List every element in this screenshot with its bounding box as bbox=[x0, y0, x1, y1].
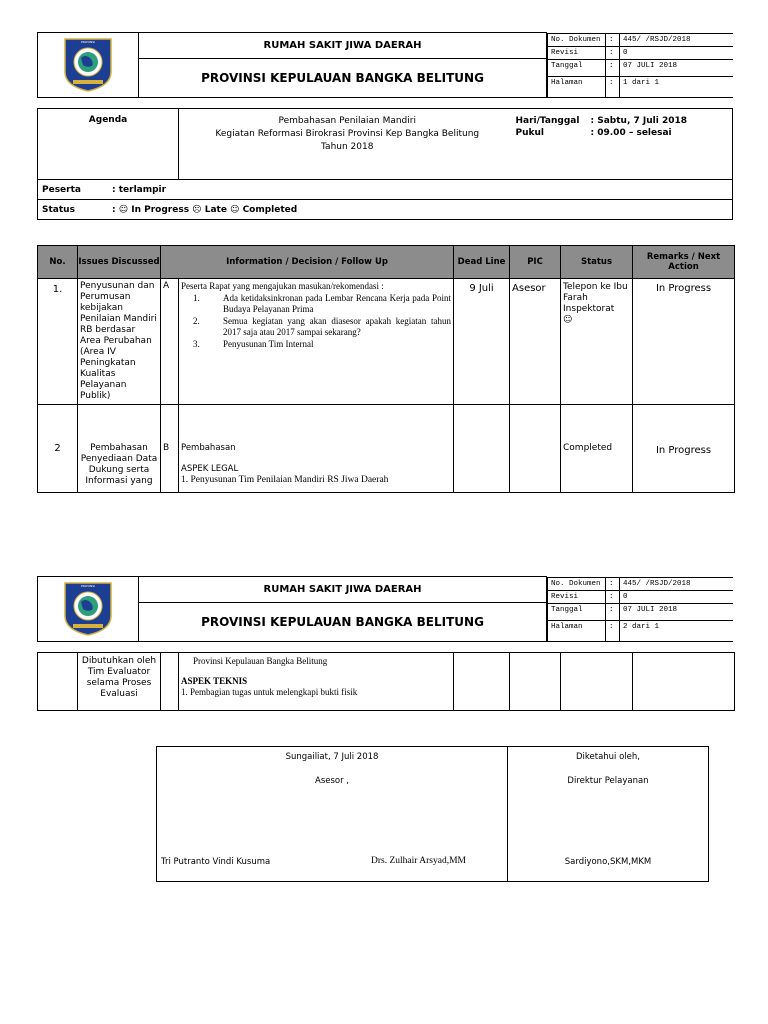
agenda-line-1: Pembahasan Penilaian Mandiri bbox=[278, 116, 416, 126]
date-label: Hari/Tanggal bbox=[515, 116, 580, 126]
logo-cell bbox=[38, 33, 139, 98]
province-name: PROVINSI KEPULAUAN BANGKA BELITUNG bbox=[139, 58, 547, 97]
table-row bbox=[38, 279, 735, 405]
time-label: Pukul bbox=[515, 128, 544, 138]
header-no: No. bbox=[38, 246, 78, 279]
info-item-3: 3. Penyusunan Tim Internal bbox=[193, 338, 314, 349]
row-letter: B bbox=[161, 405, 179, 493]
peserta-row bbox=[38, 180, 733, 200]
row-information bbox=[179, 405, 454, 493]
meta-row-revision: Revisi : 0 bbox=[548, 46, 733, 59]
hospital-name: RUMAH SAKIT JIWA DAERAH bbox=[139, 577, 547, 603]
row-issue: Pembahasan Penyediaan Data Dukung serta Informasi yang bbox=[78, 405, 161, 493]
row-issue: Dibutuhkan oleh Tim Evaluator selama Proses Evaluasi bbox=[78, 653, 161, 711]
header-pic: PIC bbox=[510, 246, 561, 279]
province-name: PROVINSI KEPULAUAN BANGKA BELITUNG bbox=[139, 602, 547, 641]
table-row bbox=[38, 653, 735, 711]
row-deadline bbox=[454, 653, 510, 711]
agenda-table bbox=[37, 108, 733, 220]
meta-row-date: Tanggal : 07 JULI 2018 bbox=[548, 603, 733, 620]
place-date: Sungailiat, 7 Juli 2018 bbox=[285, 752, 379, 762]
meta-row-doc-no: No. Dokumen : 445/ /RSJD/2018 bbox=[548, 33, 733, 46]
document-header-page-2 bbox=[37, 576, 733, 642]
director-signature-block bbox=[508, 747, 709, 882]
info-line-2: ASPEK TEKNIS bbox=[181, 676, 248, 686]
hospital-name: RUMAH SAKIT JIWA DAERAH bbox=[139, 33, 547, 59]
row-information bbox=[179, 653, 454, 711]
status-label: Status bbox=[42, 204, 75, 215]
signatory-name-2: Drs. Zulhair Arsyad,MM bbox=[371, 856, 466, 866]
row-pic bbox=[510, 653, 561, 711]
signature-table bbox=[156, 746, 709, 882]
agenda-title bbox=[179, 109, 516, 180]
province-logo-icon bbox=[63, 580, 113, 636]
document-header bbox=[37, 32, 733, 98]
agenda-label: Agenda bbox=[38, 109, 179, 180]
status-legend: : ☺ In Progress ☹ Late ☺ Completed bbox=[112, 204, 298, 215]
peserta-label: Peserta bbox=[42, 184, 81, 195]
header-remarks: Remarks / Next Action bbox=[633, 246, 735, 279]
logo-cell bbox=[38, 577, 139, 642]
row-no: 2 bbox=[38, 405, 78, 493]
header-status: Status bbox=[561, 246, 633, 279]
meta-row-page: Halaman : 2 dari 1 bbox=[548, 620, 733, 641]
signatory-name-1: Tri Putranto Vindi Kusuma bbox=[161, 857, 271, 867]
status-text: Telepon ke Ibu Farah Inspektorat bbox=[563, 282, 628, 314]
row-pic bbox=[510, 405, 561, 493]
issues-table-continued bbox=[37, 652, 735, 711]
info-line-1: Provinsi Kepulauan Bangka Belitung bbox=[193, 656, 328, 666]
info-item-1: 1. Ada ketidaksinkronan pada Lembar Rencana Kerja pada Point Budaya Pelayanan Prima bbox=[193, 292, 452, 314]
status-row bbox=[38, 200, 733, 220]
info-intro: Peserta Rapat yang mengajukan masukan/rekomendasi : bbox=[181, 281, 384, 291]
row-letter bbox=[161, 653, 179, 711]
row-issue: Penyusunan dan Perumusan kebijakan Penilaian Mandiri RB berdasar Area Perubahan (Area IV Peningkatan Kualitas Pelayanan Publik) bbox=[78, 279, 161, 405]
svg-text:PROVINSI: PROVINSI bbox=[80, 40, 96, 44]
row-remarks: In Progress bbox=[633, 279, 735, 405]
svg-text:PROVINSI: PROVINSI bbox=[80, 584, 96, 588]
known-by-label: Diketahui oleh, bbox=[575, 752, 640, 762]
header-deadline: Dead Line bbox=[454, 246, 510, 279]
header-information: Information / Decision / Follow Up bbox=[161, 246, 454, 279]
asesor-signature-block bbox=[157, 747, 508, 882]
row-status bbox=[561, 653, 633, 711]
row-status: Completed bbox=[561, 405, 633, 493]
row-status bbox=[561, 279, 633, 405]
doc-meta-table bbox=[547, 577, 733, 642]
time-value: : 09.00 – selesai bbox=[590, 128, 672, 138]
row-no bbox=[38, 653, 78, 711]
row-remarks: In Progress bbox=[633, 405, 735, 493]
row-letter: A bbox=[161, 279, 179, 405]
row-remarks bbox=[633, 653, 735, 711]
issues-table bbox=[37, 245, 735, 493]
doc-meta-table bbox=[547, 33, 733, 98]
info-line-3: 1. Pembagian tugas untuk melengkapi bukti fisik bbox=[181, 687, 358, 697]
table-row bbox=[38, 405, 735, 493]
meta-row-date: Tanggal : 07 JULI 2018 bbox=[548, 59, 733, 76]
info-line-1: Pembahasan bbox=[181, 443, 236, 453]
meta-row-doc-no: No. Dokumen : 445/ /RSJD/2018 bbox=[548, 577, 733, 590]
province-logo-icon bbox=[63, 36, 113, 92]
row-deadline: 9 Juli bbox=[454, 279, 510, 405]
meta-row-page: Halaman : 1 dari 1 bbox=[548, 76, 733, 97]
info-line-2: ASPEK LEGAL bbox=[181, 464, 239, 474]
asesor-label: Asesor , bbox=[315, 776, 349, 786]
director-title: Direktur Pelayanan bbox=[567, 776, 649, 786]
row-information bbox=[179, 279, 454, 405]
signatory-name-3: Sardiyono,SKM,MKM bbox=[564, 857, 652, 867]
row-no: 1. bbox=[38, 279, 78, 405]
date-value: : Sabtu, 7 Juli 2018 bbox=[590, 116, 687, 126]
smiley-icon: ☺ bbox=[563, 315, 573, 325]
agenda-datetime bbox=[516, 109, 733, 180]
info-item-2: 2. Semua kegiatan yang akan diasesor apakah kegiatan tahun 2017 saja atau 2017 sampai sekarang? bbox=[193, 315, 452, 337]
row-pic: Asesor bbox=[510, 279, 561, 405]
row-deadline bbox=[454, 405, 510, 493]
agenda-line-3: Tahun 2018 bbox=[321, 142, 374, 152]
peserta-value: : terlampir bbox=[112, 184, 167, 195]
header-issues: Issues Discussed bbox=[78, 246, 161, 279]
meta-row-revision: Revisi : 0 bbox=[548, 590, 733, 603]
agenda-line-2: Kegiatan Reformasi Birokrasi Provinsi Kep Bangka Belitung bbox=[215, 129, 480, 139]
info-line-3: 1. Penyusunan Tim Penilaian Mandiri RS Jiwa Daerah bbox=[181, 475, 389, 485]
